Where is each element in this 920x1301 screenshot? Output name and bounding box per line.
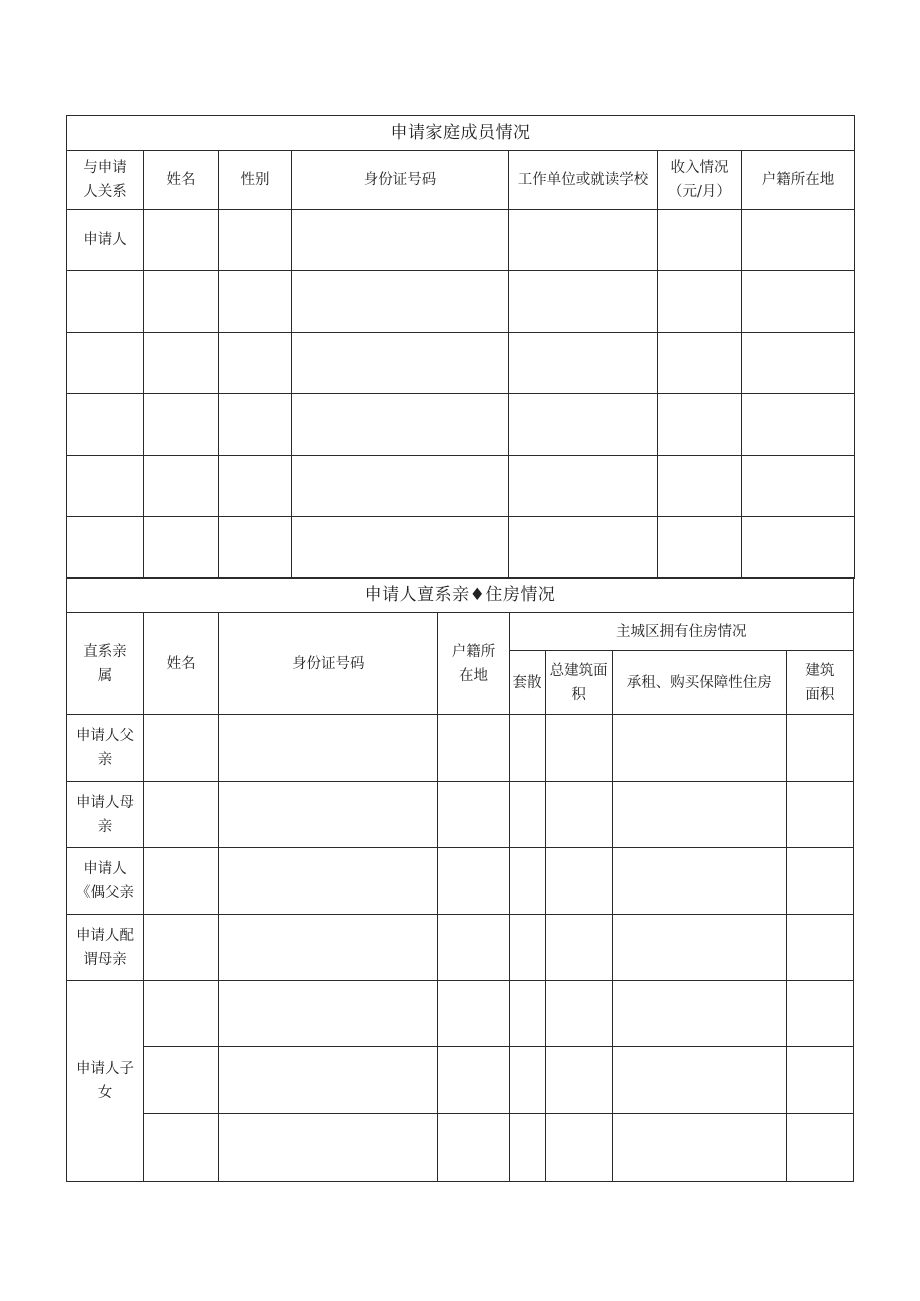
- table-row: [67, 333, 855, 394]
- header-build-area: 建筑面积: [786, 651, 853, 715]
- name-cell[interactable]: [144, 915, 219, 981]
- relation-cell[interactable]: [67, 517, 144, 579]
- gender-cell[interactable]: [219, 210, 292, 271]
- table-row: [67, 981, 854, 1047]
- hukou-cell[interactable]: [438, 1114, 509, 1182]
- units-cell[interactable]: [509, 715, 545, 782]
- hukou-cell[interactable]: [438, 782, 509, 848]
- rent-buy-cell[interactable]: [612, 1114, 786, 1182]
- section2-header-row: [67, 613, 854, 651]
- header-gender: 性别: [219, 151, 292, 210]
- hukou-cell[interactable]: [438, 715, 509, 782]
- id-cell[interactable]: [219, 915, 438, 981]
- gender-cell[interactable]: [219, 456, 292, 517]
- name-cell[interactable]: [144, 1114, 219, 1182]
- total-area-cell[interactable]: [545, 1114, 612, 1182]
- section2-title: 申请人亶系亲♦住房情况: [67, 578, 854, 613]
- work-cell[interactable]: [509, 333, 658, 394]
- id-cell[interactable]: [219, 1047, 438, 1114]
- header-main-area-housing: 主城区拥有住房情况: [509, 613, 853, 651]
- income-cell[interactable]: [658, 456, 742, 517]
- gender-cell[interactable]: [219, 271, 292, 333]
- build-area-cell[interactable]: [786, 915, 853, 981]
- relative-cell: 申请人配谓母亲: [67, 915, 144, 981]
- build-area-cell[interactable]: [786, 715, 853, 782]
- rent-buy-cell[interactable]: [612, 915, 786, 981]
- section1-title: 申请家庭成员情况: [67, 116, 855, 151]
- id-cell[interactable]: [292, 394, 509, 456]
- table-row: [67, 210, 855, 271]
- rent-buy-cell[interactable]: [612, 848, 786, 915]
- children-cell: 申请人子女: [67, 981, 144, 1182]
- income-cell[interactable]: [658, 210, 742, 271]
- name-cell[interactable]: [144, 271, 219, 333]
- name-cell[interactable]: [144, 394, 219, 456]
- relation-cell[interactable]: [67, 333, 144, 394]
- units-cell[interactable]: [509, 848, 545, 915]
- hukou-cell[interactable]: [438, 915, 509, 981]
- header-work-school: 工作单位或就读学校: [509, 151, 658, 210]
- table-row: [67, 782, 854, 848]
- work-cell[interactable]: [509, 210, 658, 271]
- header-id-number: 身份证号码: [292, 151, 509, 210]
- table-row: [67, 915, 854, 981]
- income-cell[interactable]: [658, 517, 742, 579]
- id-cell[interactable]: [219, 715, 438, 782]
- name-cell[interactable]: [144, 715, 219, 782]
- table-row: [67, 394, 855, 456]
- rent-buy-cell[interactable]: [612, 715, 786, 782]
- id-cell[interactable]: [219, 1114, 438, 1182]
- total-area-cell[interactable]: [545, 848, 612, 915]
- hukou-cell[interactable]: [742, 271, 855, 333]
- header-id-number: 身份证号码: [219, 613, 438, 715]
- relation-cell[interactable]: [67, 456, 144, 517]
- header-units: 套散: [509, 651, 545, 715]
- gender-cell[interactable]: [219, 394, 292, 456]
- table-row: [67, 1047, 854, 1114]
- gender-cell[interactable]: [219, 333, 292, 394]
- units-cell[interactable]: [509, 915, 545, 981]
- header-hukou: 户籍所在地: [742, 151, 855, 210]
- table-row: [67, 1114, 854, 1182]
- units-cell[interactable]: [509, 1047, 545, 1114]
- header-relation: 与申请人关系: [67, 151, 144, 210]
- relative-cell: 申请人母亲: [67, 782, 144, 848]
- id-cell[interactable]: [219, 848, 438, 915]
- table-row: [67, 715, 854, 782]
- units-cell[interactable]: [509, 981, 545, 1047]
- family-members-table: [66, 115, 855, 579]
- header-relative: 直系亲属: [67, 613, 144, 715]
- rent-buy-cell[interactable]: [612, 1047, 786, 1114]
- name-cell[interactable]: [144, 456, 219, 517]
- relation-cell[interactable]: [67, 271, 144, 333]
- build-area-cell[interactable]: [786, 1114, 853, 1182]
- id-cell[interactable]: [292, 271, 509, 333]
- header-name: 姓名: [144, 613, 219, 715]
- table-row: [67, 456, 855, 517]
- total-area-cell[interactable]: [545, 782, 612, 848]
- name-cell[interactable]: [144, 517, 219, 579]
- hukou-cell[interactable]: [742, 456, 855, 517]
- header-hukou: 户籍所在地: [438, 613, 509, 715]
- table-row: [67, 517, 855, 579]
- work-cell[interactable]: [509, 456, 658, 517]
- header-rent-buy: 承租、购买保障性住房: [612, 651, 786, 715]
- income-cell[interactable]: [658, 271, 742, 333]
- table-row: [67, 848, 854, 915]
- total-area-cell[interactable]: [545, 1047, 612, 1114]
- gender-cell[interactable]: [219, 517, 292, 579]
- hukou-cell[interactable]: [438, 981, 509, 1047]
- relatives-housing-table: [66, 577, 854, 1182]
- build-area-cell[interactable]: [786, 782, 853, 848]
- relative-cell: 申请人《偶父亲: [67, 848, 144, 915]
- relation-cell: 申请人: [67, 210, 144, 271]
- name-cell[interactable]: [144, 333, 219, 394]
- build-area-cell[interactable]: [786, 1047, 853, 1114]
- work-cell[interactable]: [509, 394, 658, 456]
- header-income: 收入情况（元/月）: [658, 151, 742, 210]
- name-cell[interactable]: [144, 210, 219, 271]
- hukou-cell[interactable]: [742, 333, 855, 394]
- total-area-cell[interactable]: [545, 715, 612, 782]
- hukou-cell[interactable]: [438, 848, 509, 915]
- section1-header-row: [67, 151, 855, 210]
- header-name: 姓名: [144, 151, 219, 210]
- units-cell[interactable]: [509, 782, 545, 848]
- id-cell[interactable]: [292, 517, 509, 579]
- name-cell[interactable]: [144, 782, 219, 848]
- work-cell[interactable]: [509, 517, 658, 579]
- income-cell[interactable]: [658, 333, 742, 394]
- build-area-cell[interactable]: [786, 981, 853, 1047]
- hukou-cell[interactable]: [742, 394, 855, 456]
- relation-cell[interactable]: [67, 394, 144, 456]
- header-total-area: 总建筑面积: [545, 651, 612, 715]
- hukou-cell[interactable]: [438, 1047, 509, 1114]
- rent-buy-cell[interactable]: [612, 981, 786, 1047]
- id-cell[interactable]: [292, 456, 509, 517]
- name-cell[interactable]: [144, 848, 219, 915]
- units-cell[interactable]: [509, 1114, 545, 1182]
- income-cell[interactable]: [658, 394, 742, 456]
- name-cell[interactable]: [144, 1047, 219, 1114]
- id-cell[interactable]: [219, 782, 438, 848]
- id-cell[interactable]: [292, 210, 509, 271]
- total-area-cell[interactable]: [545, 915, 612, 981]
- hukou-cell[interactable]: [742, 210, 855, 271]
- name-cell[interactable]: [144, 981, 219, 1047]
- total-area-cell[interactable]: [545, 981, 612, 1047]
- build-area-cell[interactable]: [786, 848, 853, 915]
- hukou-cell[interactable]: [742, 517, 855, 579]
- work-cell[interactable]: [509, 271, 658, 333]
- rent-buy-cell[interactable]: [612, 782, 786, 848]
- relative-cell: 申请人父亲: [67, 715, 144, 782]
- table-row: [67, 271, 855, 333]
- id-cell[interactable]: [292, 333, 509, 394]
- id-cell[interactable]: [219, 981, 438, 1047]
